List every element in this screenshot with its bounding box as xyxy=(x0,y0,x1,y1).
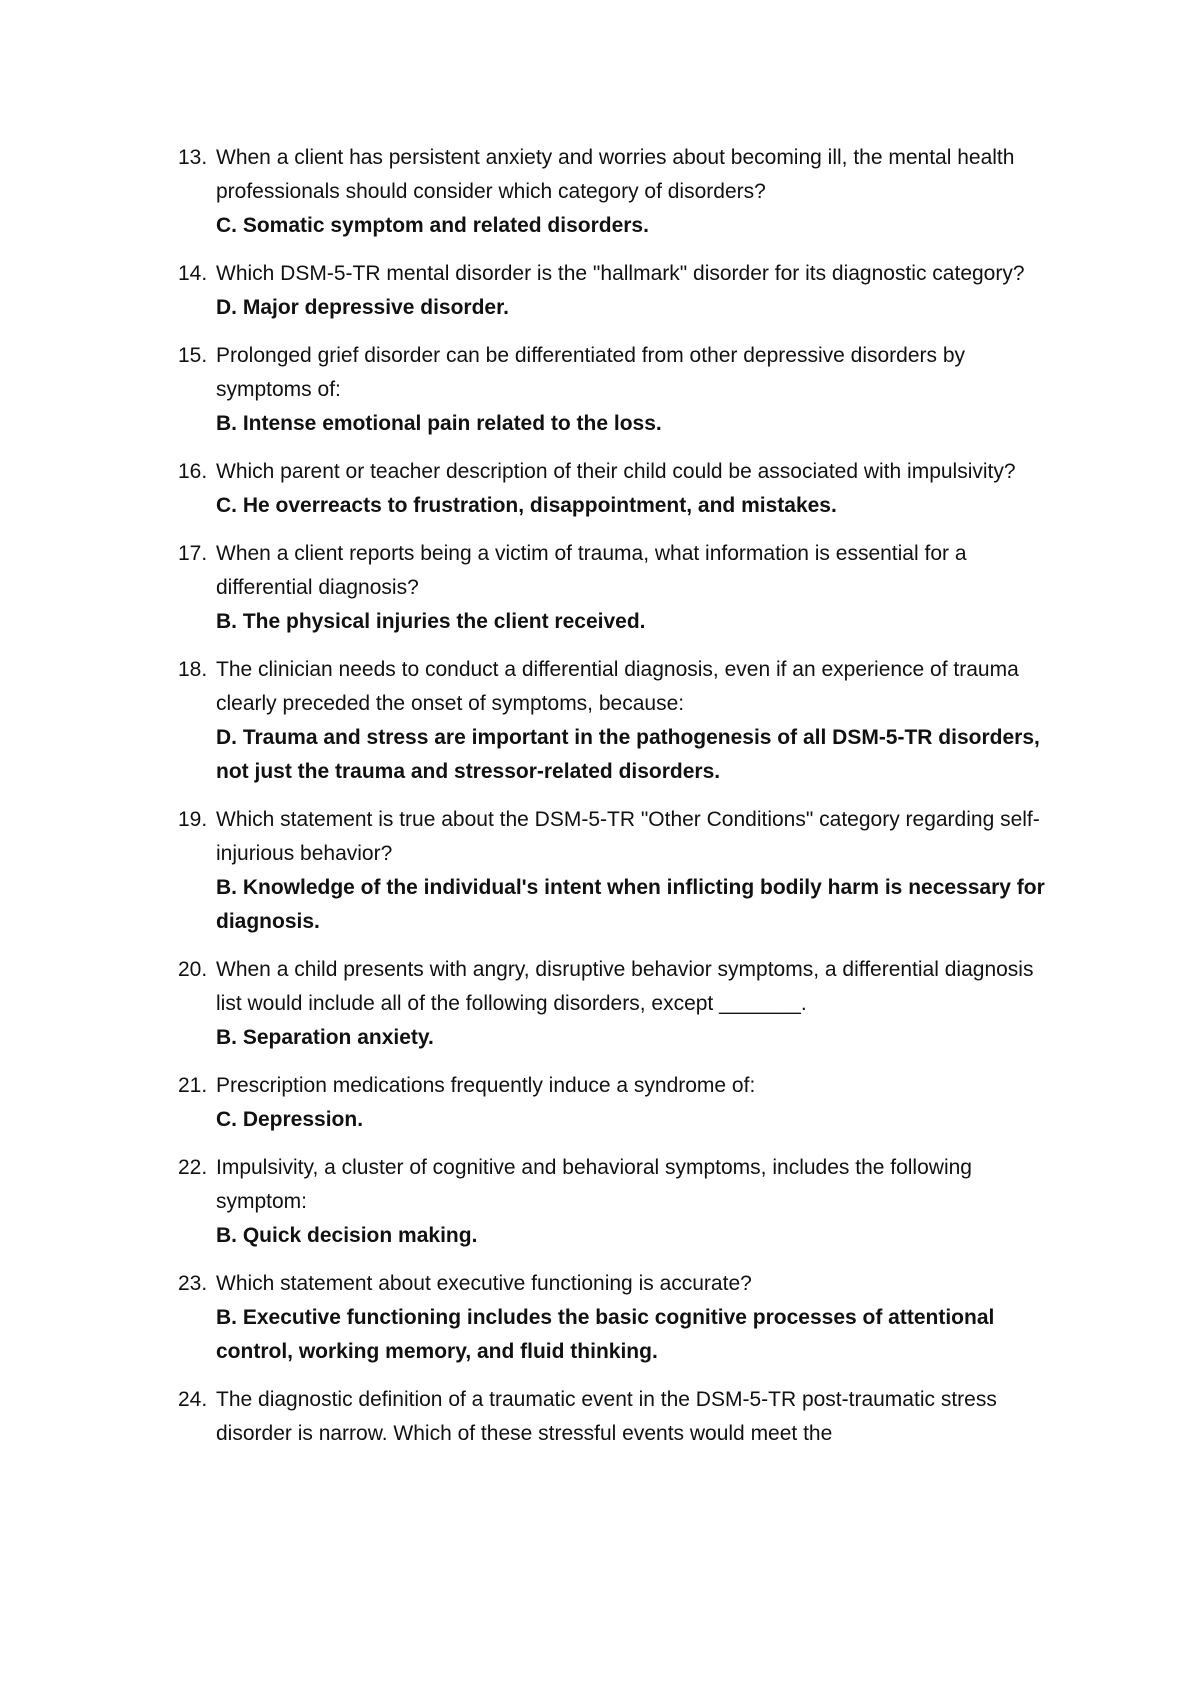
question-item xyxy=(178,455,1058,523)
question-text: Prescription medications frequently induce a syndrome of: xyxy=(216,1074,756,1097)
question-item xyxy=(178,1267,1058,1369)
question-text: Impulsivity, a cluster of cognitive and behavioral symptoms, includes the following symptom: xyxy=(216,1156,972,1213)
answer-text: C. Somatic symptom and related disorders. xyxy=(216,214,649,237)
question-text: Prolonged grief disorder can be differentiated from other depressive disorders by symptoms of: xyxy=(216,344,966,401)
question-item xyxy=(178,953,1058,1055)
question-item xyxy=(178,257,1058,325)
question-text: Which statement is true about the DSM-5-TR "Other Conditions" category regarding self-injurious behavior? xyxy=(216,808,1040,865)
question-number: 23. xyxy=(178,1272,208,1295)
answer-text: B. Quick decision making. xyxy=(216,1224,478,1247)
question-item xyxy=(178,1069,1058,1137)
answer-text: B. Separation anxiety. xyxy=(216,1026,434,1049)
answer-text: C. Depression. xyxy=(216,1108,364,1131)
question-item xyxy=(178,653,1058,789)
question-text: Which statement about executive functioning is accurate? xyxy=(216,1272,752,1295)
question-item xyxy=(178,1383,1058,1451)
question-number: 18. xyxy=(178,658,208,681)
question-text: When a client reports being a victim of trauma, what information is essential for a differential diagnosis? xyxy=(216,542,967,599)
question-text: The diagnostic definition of a traumatic event in the DSM-5-TR post-traumatic stress disorder is narrow. Which of these stressful events would meet the xyxy=(216,1388,997,1445)
answer-text: B. Executive functioning includes the basic cognitive processes of attentional control, working memory, and fluid thinking. xyxy=(216,1306,995,1363)
answer-text: D. Trauma and stress are important in the pathogenesis of all DSM-5-TR disorders, not just the trauma and stressor-related disorders. xyxy=(216,726,1040,783)
question-number: 20. xyxy=(178,958,208,981)
question-item xyxy=(178,803,1058,939)
answer-text: D. Major depressive disorder. xyxy=(216,296,509,319)
question-number: 14. xyxy=(178,262,208,285)
question-number: 19. xyxy=(178,808,208,831)
question-item xyxy=(178,339,1058,441)
question-number: 16. xyxy=(178,460,208,483)
question-text: Which DSM-5-TR mental disorder is the "hallmark" disorder for its diagnostic category? xyxy=(216,262,1025,285)
question-item xyxy=(178,141,1058,243)
answer-text: B. Intense emotional pain related to the loss. xyxy=(216,412,662,435)
question-item xyxy=(178,537,1058,639)
question-item xyxy=(178,1151,1058,1253)
question-number: 24. xyxy=(178,1388,208,1411)
question-text: The clinician needs to conduct a differential diagnosis, even if an experience of trauma clearly preceded the onset of symptoms, because: xyxy=(216,658,1019,715)
answer-text: B. Knowledge of the individual's intent when inflicting bodily harm is necessary for diagnosis. xyxy=(216,876,1045,933)
question-text: Which parent or teacher description of their child could be associated with impulsivity? xyxy=(216,460,1016,483)
question-number: 13. xyxy=(178,146,208,169)
question-text: When a child presents with angry, disruptive behavior symptoms, a differential diagnosis list would include all of the following disorders, except _______. xyxy=(216,958,1034,1015)
answer-text: C. He overreacts to frustration, disappointment, and mistakes. xyxy=(216,494,837,517)
question-text: When a client has persistent anxiety and worries about becoming ill, the mental health professionals should consider which category of disorders? xyxy=(216,146,1015,203)
question-number: 17. xyxy=(178,542,208,565)
answer-text: B. The physical injuries the client received. xyxy=(216,610,646,633)
question-number: 22. xyxy=(178,1156,208,1179)
question-list xyxy=(178,141,1058,1465)
question-number: 21. xyxy=(178,1074,208,1097)
question-number: 15. xyxy=(178,344,208,367)
